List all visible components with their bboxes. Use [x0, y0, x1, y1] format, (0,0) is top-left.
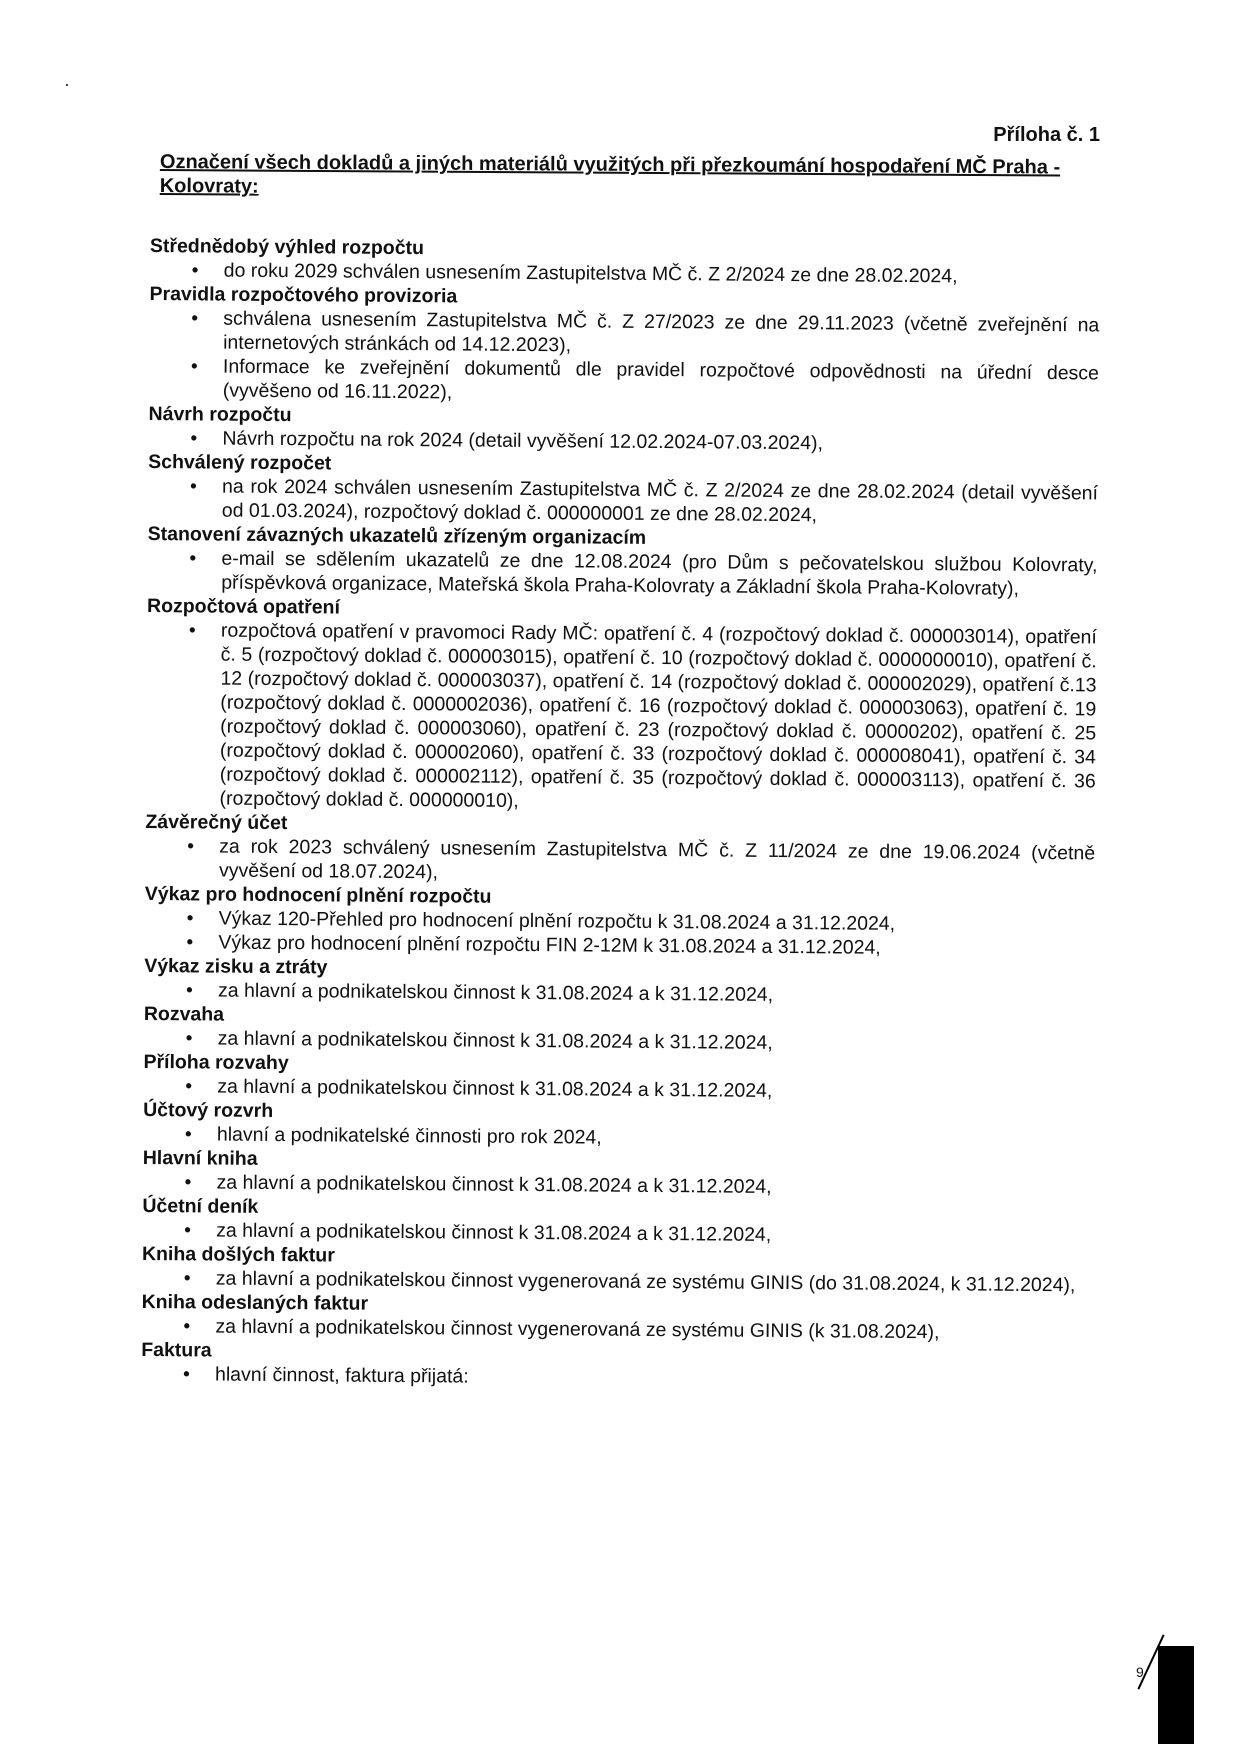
list-item: • za hlavní a podnikatelskou činnost vygenerovaná ze systému GINIS (k 31.08.2024),	[141, 1314, 1091, 1345]
list-item: • do roku 2029 schválen usnesením Zastupitelstva MČ č. Z 2/2024 ze dne 28.02.2024,	[150, 258, 1100, 289]
section-title: Faktura	[141, 1338, 212, 1362]
section-list	[149, 306, 1100, 409]
list-item: • za hlavní a podnikatelskou činnost k 31.08.2024 a k 31.12.2024,	[142, 1218, 1092, 1249]
section-title: Návrh rozpočtu	[148, 402, 292, 427]
list-item: • na rok 2024 schválen usnesením Zastupitelstva MČ č. Z 2/2024 ze dne 28.02.2024 (detail vyvěšení od 01.03.2024), rozpočtový doklad č. 000000001 ze dne 28.02.2024,	[148, 474, 1098, 529]
list-item: • za hlavní a podnikatelskou činnost k 31.08.2024 a k 31.12.2024,	[143, 1074, 1093, 1105]
section-list	[144, 906, 1094, 961]
section-title: Výkaz zisku a ztráty	[144, 954, 328, 979]
section-title: Pravidla rozpočtového provizoria	[149, 282, 458, 308]
section-title: Kniha odeslaných faktur	[141, 1290, 369, 1315]
page-number: 9	[1136, 1664, 1144, 1680]
list-item: • za hlavní a podnikatelskou činnost vygenerovaná ze systému GINIS (do 31.08.2024, k 31.12.2024),	[142, 1266, 1092, 1297]
section-list	[145, 834, 1095, 889]
list-item: • Návrh rozpočtu na rok 2024 (detail vyvěšení 12.02.2024-07.03.2024),	[148, 426, 1098, 457]
section-title: Účtový rozvrh	[143, 1098, 274, 1122]
scan-corner-mark	[1158, 1646, 1194, 1744]
section-title: Účetní deník	[142, 1194, 259, 1218]
section-title: Výkaz pro hodnocení plnění rozpočtu	[144, 882, 492, 908]
list-item: • za hlavní a podnikatelskou činnost k 31.08.2024 a k 31.12.2024,	[144, 1026, 1094, 1057]
list-item: • za rok 2023 schválený usnesením Zastupitelstva MČ č. Z 11/2024 ze dne 19.06.2024 (včetně vyvěšení od 18.07.2024),	[145, 834, 1095, 889]
document-body	[141, 234, 1100, 1393]
section-title: Rozpočtová opatření	[146, 594, 341, 619]
list-item: • za hlavní a podnikatelskou činnost k 31.08.2024 a k 31.12.2024,	[142, 1170, 1092, 1201]
list-item: • schválena usnesením Zastupitelstva MČ č. Z 27/2023 ze dne 29.11.2023 (včetně zveřejnění na internetových stránkách od 14.12.2023),	[149, 306, 1099, 361]
section-title: Rozvaha	[143, 1002, 225, 1026]
document-title: Označení všech dokladů a jiných materiálů využitých při přezkoumání hospodaření MČ Praha - Kolovraty:	[159, 150, 1061, 198]
section-list	[148, 474, 1098, 529]
list-item: • za hlavní a podnikatelskou činnost k 31.08.2024 a k 31.12.2024,	[144, 978, 1094, 1009]
section-title: Stanovení závazných ukazatelů zřízeným organizacím	[147, 522, 647, 549]
list-item: • Informace ke zveřejnění dokumentů dle pravidel rozpočtové odpovědnosti na úřední desce (vyvěšeno od 16.11.2022),	[149, 354, 1099, 409]
section-list	[145, 618, 1096, 817]
section-title: Schválený rozpočet	[148, 450, 332, 475]
section-title: Hlavní kniha	[142, 1146, 258, 1170]
list-item: • hlavní a podnikatelské činnosti pro rok 2024,	[143, 1122, 1093, 1153]
list-item: • rozpočtová opatření v pravomoci Rady MČ: opatření č. 4 (rozpočtový doklad č. 000003014), opatření č. 5 (rozpočtový doklad č. 000003015), opatření č. 10 (rozpočtový doklad č. 0000000010), opatření č. 12 (rozpočtový doklad č. 000003037), opatření č. 14 (rozpočtový doklad č. 000002029), opatření č.13 (rozpočtový doklad č. 0000002036), opatření č. 16 (rozpočtový doklad č. 000003063), opatření č. 19 (rozpočtový doklad č. 000003060), opatření č. 23 (rozpočtový doklad č. 00000202), opatření č. 25 (rozpočtový doklad č. 000002060), opatření č. 33 (rozpočtový doklad č. 000008041), opatření č. 34 (rozpočtový doklad č. 000002112), opatření č. 35 (rozpočtový doklad č. 000003113), opatření č. 36 (rozpočtový doklad č. 000000010),	[145, 618, 1096, 817]
section-title: Závěrečný účet	[145, 810, 288, 835]
list-item: • Výkaz 120-Přehled pro hodnocení plnění rozpočtu k 31.08.2024 a 31.12.2024,	[145, 906, 1095, 937]
section-title: Kniha došlých faktur	[141, 1242, 335, 1267]
list-item: • hlavní činnost, faktura přijatá:	[141, 1362, 1091, 1393]
section-title: Příloha rozvahy	[143, 1050, 289, 1075]
scan-speck	[66, 84, 68, 86]
list-item: • Výkaz pro hodnocení plnění rozpočtu FIN 2-12M k 31.08.2024 a 31.12.2024,	[144, 930, 1094, 961]
section-list	[147, 546, 1097, 601]
section-title: Střednědobý výhled rozpočtu	[149, 234, 425, 260]
annex-label: Příloha č. 1	[993, 124, 1100, 146]
list-item: • e-mail se sdělením ukazatelů ze dne 12.08.2024 (pro Dům s pečovatelskou službou Kolovraty, příspěvková organizace, Mateřská škola Praha-Kolovraty a Základní škola Praha-Kolovraty),	[147, 546, 1097, 601]
